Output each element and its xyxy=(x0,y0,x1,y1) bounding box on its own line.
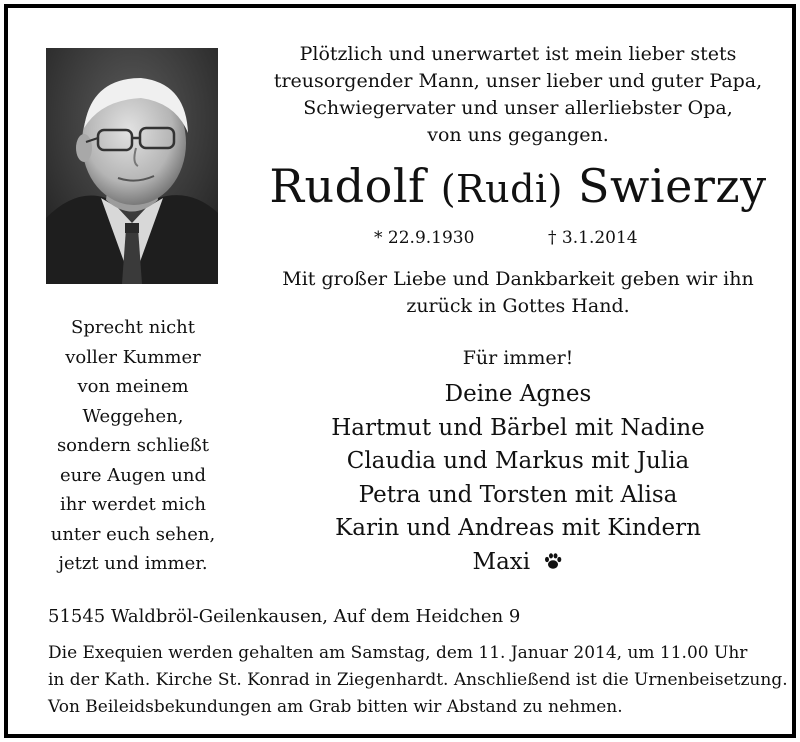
portrait-photo xyxy=(46,48,218,284)
poem-line: sondern schließt xyxy=(56,435,210,456)
nickname: (Rudi) xyxy=(440,167,563,211)
poem-line: Sprecht nicht xyxy=(71,317,195,338)
poem xyxy=(28,313,238,579)
family-member: Claudia und Markus mit Julia xyxy=(346,448,690,474)
notice-line: Von Beileidsbekundungen am Grab bitten wir Abstand zu nehmen. xyxy=(48,697,623,717)
intro-line: Plötzlich und unerwartet ist mein lieber stets xyxy=(299,43,737,65)
intro-line: treusorgender Mann, unser lieber und guter Papa, xyxy=(273,70,763,92)
family-list xyxy=(248,378,788,581)
family-member: Deine Agnes xyxy=(444,381,592,407)
notice-line: Die Exequien werden gehalten am Samstag, dem 11. Januar 2014, um 11.00 Uhr xyxy=(48,643,748,663)
birth-date: * 22.9.1930 xyxy=(374,228,475,248)
family-heading: Für immer! xyxy=(462,347,574,369)
poem-line: voller Kummer xyxy=(65,346,201,368)
family-member: Karin und Andreas mit Kindern xyxy=(335,515,701,541)
notice-line: in der Kath. Kirche St. Konrad in Ziegenhardt. Anschließend ist die Urnenbeisetzung. xyxy=(48,670,788,690)
poem-line: unter euch sehen, xyxy=(50,523,216,545)
portrait-illustration xyxy=(46,48,218,284)
pet-name: Maxi xyxy=(472,548,531,575)
thanks-text xyxy=(248,266,788,320)
deceased-name xyxy=(248,156,788,219)
funeral-notice xyxy=(48,640,788,721)
poem-line: jetzt und immer. xyxy=(58,553,208,574)
thanks-line: Mit großer Liebe und Dankbarkeit geben wir ihn xyxy=(282,268,754,290)
poem-line: von meinem xyxy=(77,376,189,397)
poem-line: eure Augen und xyxy=(59,464,206,486)
intro-line: Schwiegervater und unser allerliebster Opa, xyxy=(303,97,733,119)
last-name: Swierzy xyxy=(578,159,767,213)
paw-icon xyxy=(543,548,563,582)
intro-line: von uns gegangen. xyxy=(427,124,609,146)
family-member-pet xyxy=(248,546,788,582)
poem-line: Weggehen, xyxy=(82,405,184,427)
poem-line: ihr werdet mich xyxy=(60,494,206,515)
family-member: Petra und Torsten mit Alisa xyxy=(358,481,678,508)
intro-text xyxy=(248,41,788,149)
death-date: † 3.1.2014 xyxy=(548,228,638,248)
obituary-frame xyxy=(4,4,796,738)
address: 51545 Waldbröl-Geilenkausen, Auf dem Heidchen 9 xyxy=(48,606,521,627)
family-member: Hartmut und Bärbel mit Nadine xyxy=(331,414,705,441)
thanks-line: zurück in Gottes Hand. xyxy=(406,295,630,317)
first-name: Rudolf xyxy=(269,159,426,213)
